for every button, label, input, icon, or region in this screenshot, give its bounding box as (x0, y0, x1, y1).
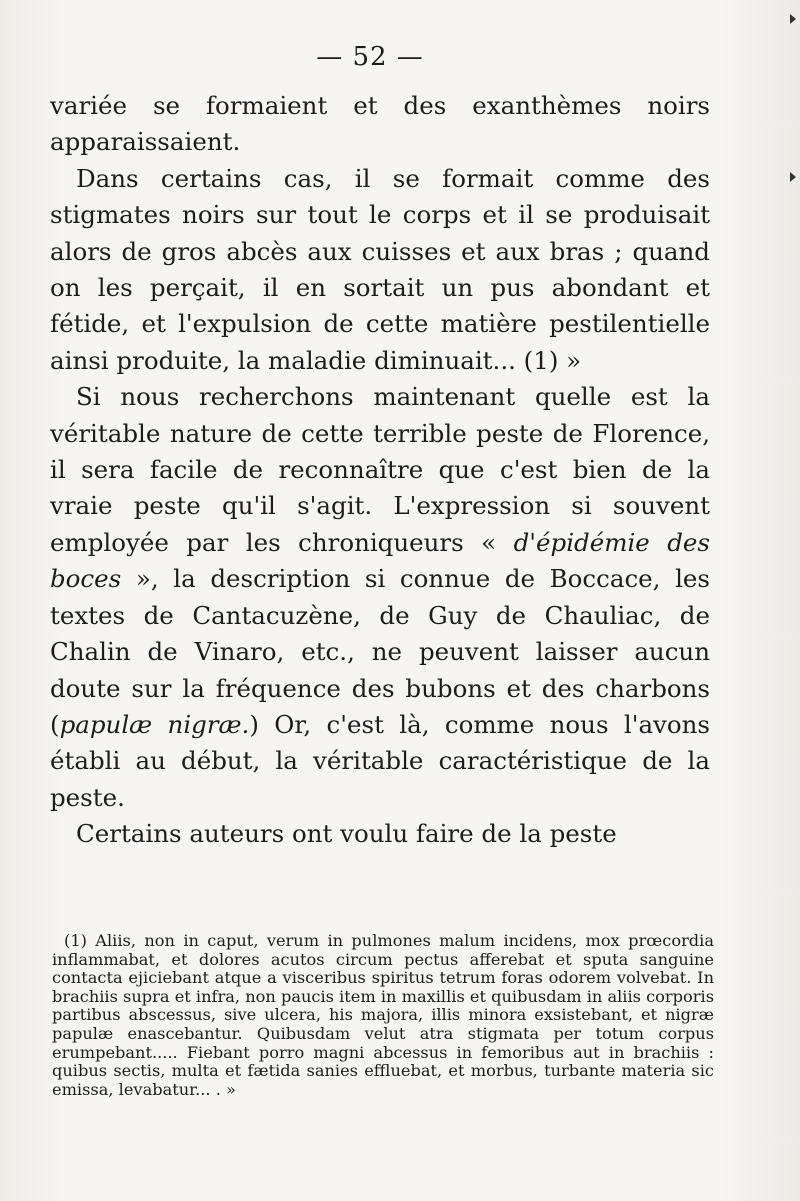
page-number: — 52 — (316, 42, 424, 72)
page-edge-mark (790, 14, 796, 24)
page-edge-mark (790, 172, 796, 182)
paragraph-1: variée se formaient et des exanthèmes noirs apparaissaient. (50, 91, 710, 157)
paragraph-3-text-middle: », la description si connue de Boccace, les textes de Cantacuzène, de Guy de Chauliac, de Chalin de Vinaro, etc., ne peuvent laisser aucun doute sur la fréquence des bubons et des charbons ( (50, 564, 710, 739)
footnote-1: (1) Aliis, non in caput, verum in pulmones malum incidens, mox prœcordia inflammabat, et dolores acutos circum pectus afferebat et sputa sanguine contacta ejiciebant atque a visceribus spiritus tetrum foras odorem volvebat. In brachiis supra et infra, non paucis item in maxillis et quibusdam in aliis corporis partibus abscessus, sive ulcera, his majora, illis minora exsistebant, et nigræ papulæ enascebantur. Quibusdam velut atra stigmata per totum corpus erumpebant..... Fiebant porro magni abcessus in femoribus aut in brachiis : quibus sectis, multa et fætida sanies effluebat, et morbus, turbante materia sic emissa, levabatur... . » (52, 931, 714, 1099)
paragraph-3 (50, 379, 710, 816)
paragraph-2: Dans certains cas, il se formait comme des stigmates noirs sur tout le corps et il se produisait alors de gros abcès aux cuisses et aux bras ; quand on les perçait, il en sortait un pus abondant et fétide, et l'expulsion de cette matière pestilentielle ainsi produite, la maladie diminuait... (1) » (50, 163, 710, 375)
footnote-section (52, 932, 714, 1099)
italic-epidemie-des-boces: d'épidémie des boces (50, 527, 711, 594)
italic-papulae-nigrae: papulæ nigræ. (59, 709, 250, 739)
body-text (50, 88, 710, 853)
paragraph-3-text-start: Si nous recherchons maintenant quelle est la véritable nature de cette terrible peste de Florence, il sera facile de reconnaître que c'est bien de la vraie peste qu'il s'agit. L'expression si souvent employée par les chroniqueurs « (50, 382, 710, 557)
paragraph-4: Certains auteurs ont voulu faire de la peste (76, 819, 617, 849)
paragraph-3-text-end: ) Or, c'est là, comme nous l'avons établi au début, la véritable caractéristique de la peste. (50, 709, 710, 812)
